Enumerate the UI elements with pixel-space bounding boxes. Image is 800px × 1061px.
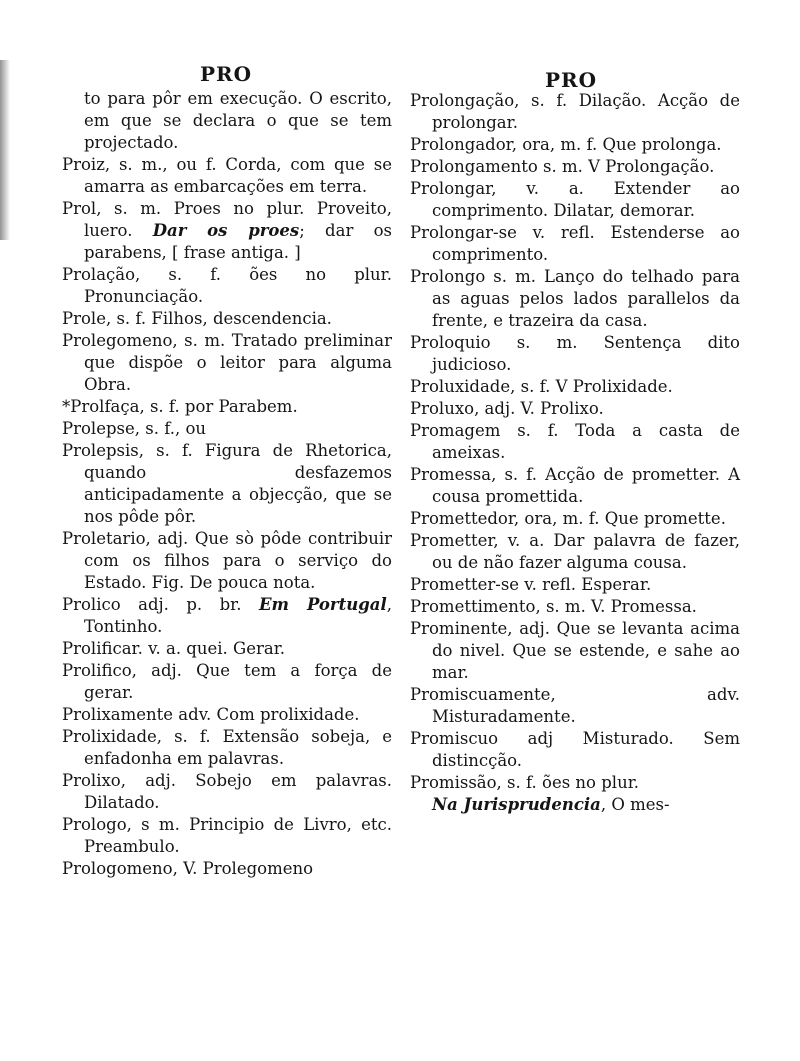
entry-proiz: Proiz, s. m., ou f. Corda, com que se amarra as embarcações em terra. [62,155,392,196]
entry-prol-phrase: Dar os proes [152,221,300,240]
entry-proluxo: Proluxo, adj. V. Prolixo. [410,399,604,418]
entry-prolico [62,594,392,638]
entry-prologomeno: Prologomeno, V. Prolegomeno [62,859,314,878]
page-edge-shadow [0,60,10,240]
entry-prolixamente: Prolixamente adv. Com prolixidade. [62,705,360,724]
entry-prolico-phrase: Em Portugal [258,595,387,614]
entry-proluxidade: Proluxidade, s. f. V Prolixidade. [410,377,673,396]
right-column [410,90,740,816]
entry-prolongamento: Prolongamento s. m. V Prolongação. [410,157,715,176]
entry-promissao-phrase: Na Jurisprudencia [432,795,601,814]
entry-prolepsis: Prolepsis, s. f. Figura de Rhetorica, quando desfazemos anticipadamente a objecção, que se nos pôde pôr. [62,441,392,526]
entry-promissao: Promissão, s. f. ões no plur. [410,773,640,792]
entry-prolixo: Prolixo, adj. Sobejo em palavras. Dilatado. [62,771,392,812]
entry-prometter: Prometter, v. a. Dar palavra de fazer, ou de não fazer alguma cousa. [410,531,740,572]
entry-prole: Prole, s. f. Filhos, descendencia. [62,309,332,328]
entry-promettimento: Promettimento, s. m. V. Promessa. [410,597,697,616]
entry-promessa: Promessa, s. f. Acção de prometter. A cousa promettida. [410,465,740,506]
entry-promettedor: Promettedor, ora, m. f. Que promette. [410,509,726,528]
entry-promiscuo: Promiscuo adj Misturado. Sem distincção. [410,729,740,770]
entry-prominente: Prominente, adj. Que se levanta acima do nivel. Que se estende, e sahe ao mar. [410,619,740,682]
entry-continuation: to para pôr em execução. O escrito, em que se declara o que se tem projectado. [84,89,392,152]
left-column [62,88,392,880]
entry-prolico-text: Prolico adj. p. br. [62,595,259,614]
entry-prolepse: Prolepse, s. f., ou [62,419,207,438]
entry-proloquio: Proloquio s. m. Sentença dito judicioso. [410,333,740,374]
running-head-right: PRO [545,68,598,92]
entry-prolfaca: *Prolfaça, s. f. por Parabem. [62,397,298,416]
entry-prologo: Prologo, s m. Principio de Livro, etc. Preambulo. [62,815,392,856]
entry-prolifico: Prolifico, adj. Que tem a força de gerar. [62,661,392,702]
entry-proletario: Proletario, adj. Que sò pôde contribuir com os filhos para o serviço do Estado. Fig. De pouca nota. [62,529,392,592]
entry-promiscuamente: Promiscuamente, adv. Misturadamente. [410,685,740,726]
running-head-left: PRO [200,62,253,86]
entry-prol-tail: ; dar os parabens, [ frase antiga. ] [84,221,392,262]
entry-promissao-continued [410,794,740,816]
entry-prolixidade: Prolixidade, s. f. Extensão sobeja, e enfadonha em palavras. [62,727,392,768]
entry-prolongar-se: Prolongar-se v. refl. Estenderse ao comprimento. [410,223,740,264]
entry-prolongador: Prolongador, ora, m. f. Que prolonga. [410,135,722,154]
entry-prometter-se: Prometter-se v. refl. Esperar. [410,575,652,594]
entry-prolongar: Prolongar, v. a. Extender ao comprimento. Dilatar, demorar. [410,179,740,220]
entry-promagem: Promagem s. f. Toda a casta de ameixas. [410,421,740,462]
entry-promissao-tail: , O mes- [600,795,670,814]
entry-prolongacao: Prolongação, s. f. Dilação. Acção de prolongar. [410,91,740,132]
entry-prol [62,198,392,264]
entry-prolico-tail: , Tontinho. [84,595,392,636]
entry-prol-text: Prol, s. m. Proes no plur. Proveito, luero. [62,199,392,240]
entry-prolegomeno: Prolegomeno, s. m. Tratado preliminar que dispõe o leitor para alguma Obra. [62,331,392,394]
entry-prolacao: Prolação, s. f. ões no plur. Pronunciação. [62,265,392,306]
entry-prolificar: Prolificar. v. a. quei. Gerar. [62,639,286,658]
entry-prolongo: Prolongo s. m. Lanço do telhado para as aguas pelos lados parallelos da frente, e trazeira da casa. [410,267,740,330]
